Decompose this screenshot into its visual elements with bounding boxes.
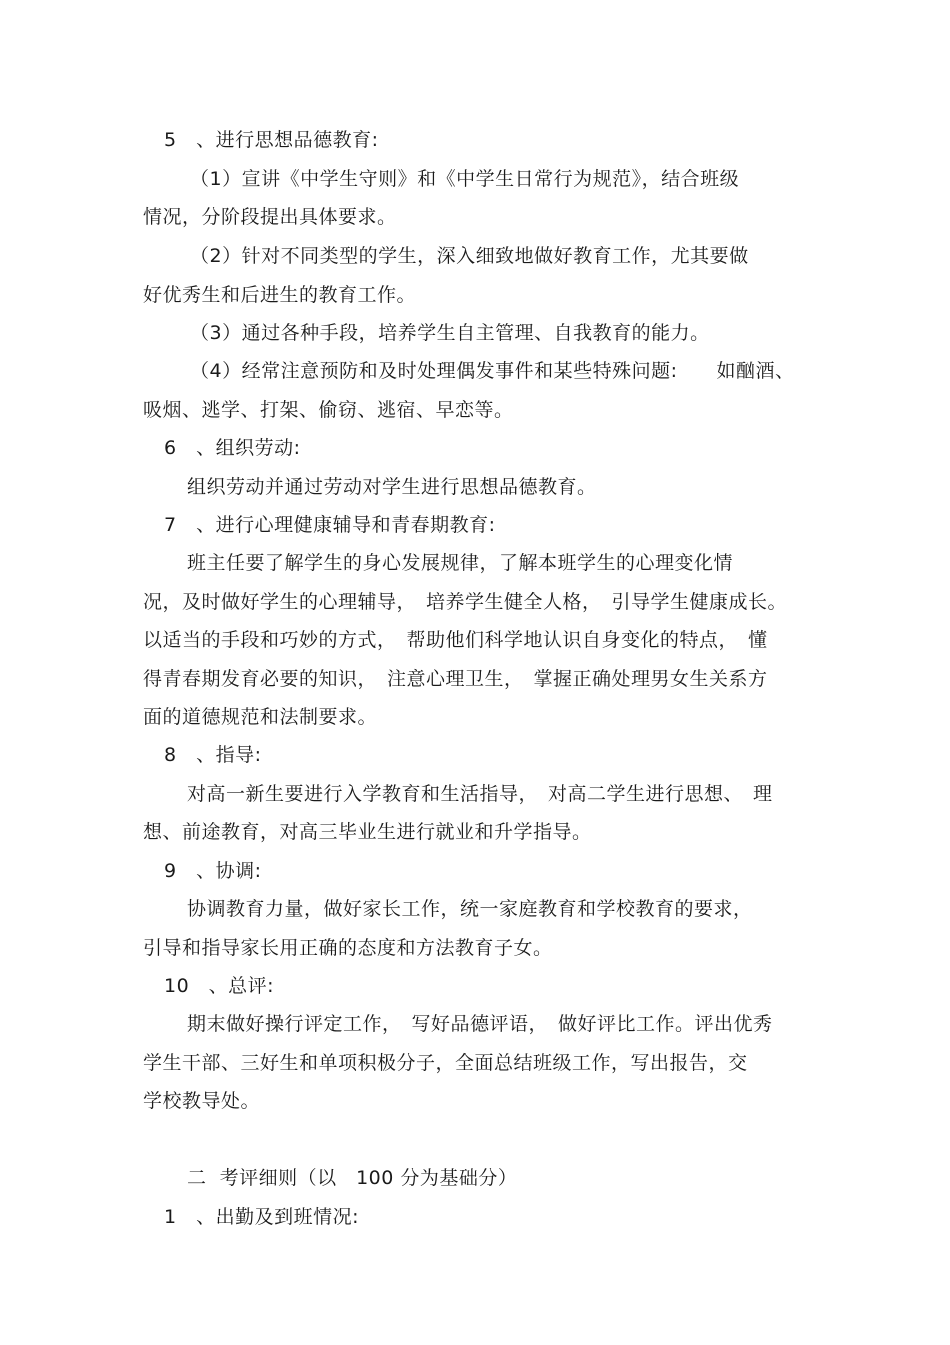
item-7-body-line-3: 以适当的手段和巧妙的方式， 帮助他们科学地认识自身变化的特点， 懂 [143, 629, 768, 651]
item-7-body-line-5: 面的道德规范和法制要求。 [143, 706, 378, 728]
item-10-body-line-1: 期末做好操行评定工作， 写好品德评语， 做好评比工作。评出优秀 [187, 1013, 773, 1035]
item-7-body-line-1: 班主任要了解学生的身心发展规律，了解本班学生的心理变化情 [187, 552, 734, 574]
item-8-body-line-1: 对高一新生要进行入学教育和生活指导， 对高二学生进行思想、 理 [187, 783, 773, 805]
item-6-body: 组织劳动并通过劳动对学生进行思想品德教育。 [187, 476, 597, 498]
item-7-heading: 7 、进行心理健康辅导和青春期教育: [164, 514, 496, 536]
item-7-body-line-2: 况，及时做好学生的心理辅导， 培养学生健全人格， 引导学生健康成长。 [143, 591, 788, 613]
item-6-heading: 6 、组织劳动: [164, 437, 301, 459]
section-2-heading: 二 考评细则（以 100 分为基础分） [187, 1167, 518, 1189]
item-10-body-line-3: 学校教导处。 [143, 1090, 261, 1112]
item-8-body-line-2: 想、前途教育，对高三毕业生进行就业和升学指导。 [143, 821, 592, 843]
item-5-point-1-line-1: （1）宣讲《中学生守则》和《中学生日常行为规范》，结合班级 [190, 168, 740, 190]
item-5-point-3: （3）通过各种手段，培养学生自主管理、自我教育的能力。 [190, 322, 710, 344]
item-7-body-line-4: 得青春期发育必要的知识， 注意心理卫生， 掌握正确处理男女生关系方 [143, 668, 768, 690]
item-5-point-2-line-1: （2）针对不同类型的学生，深入细致地做好教育工作，尤其要做 [190, 245, 749, 267]
item-5-point-2-line-2: 好优秀生和后进生的教育工作。 [143, 284, 417, 306]
item-5-heading: 5 、进行思想品德教育: [164, 129, 379, 151]
item-9-body-line-2: 引导和指导家长用正确的态度和方法教育子女。 [143, 937, 553, 959]
item-9-heading: 9 、协调: [164, 860, 262, 882]
item-9-body-line-1: 协调教育力量，做好家长工作，统一家庭教育和学校教育的要求， [187, 898, 753, 920]
section-2-item-1-heading: 1 、出勤及到班情况: [164, 1206, 359, 1228]
item-10-heading: 10 、总评: [164, 975, 275, 997]
item-5-point-4-line-2: 吸烟、逃学、打架、偷窃、逃宿、早恋等。 [143, 399, 514, 421]
item-8-heading: 8 、指导: [164, 744, 262, 766]
item-5-point-1-line-2: 情况，分阶段提出具体要求。 [143, 206, 397, 228]
item-10-body-line-2: 学生干部、三好生和单项积极分子，全面总结班级工作，写出报告，交 [143, 1052, 748, 1074]
item-5-point-4-line-1: （4）经常注意预防和及时处理偶发事件和某些特殊问题: 如酗酒、 [190, 360, 795, 382]
